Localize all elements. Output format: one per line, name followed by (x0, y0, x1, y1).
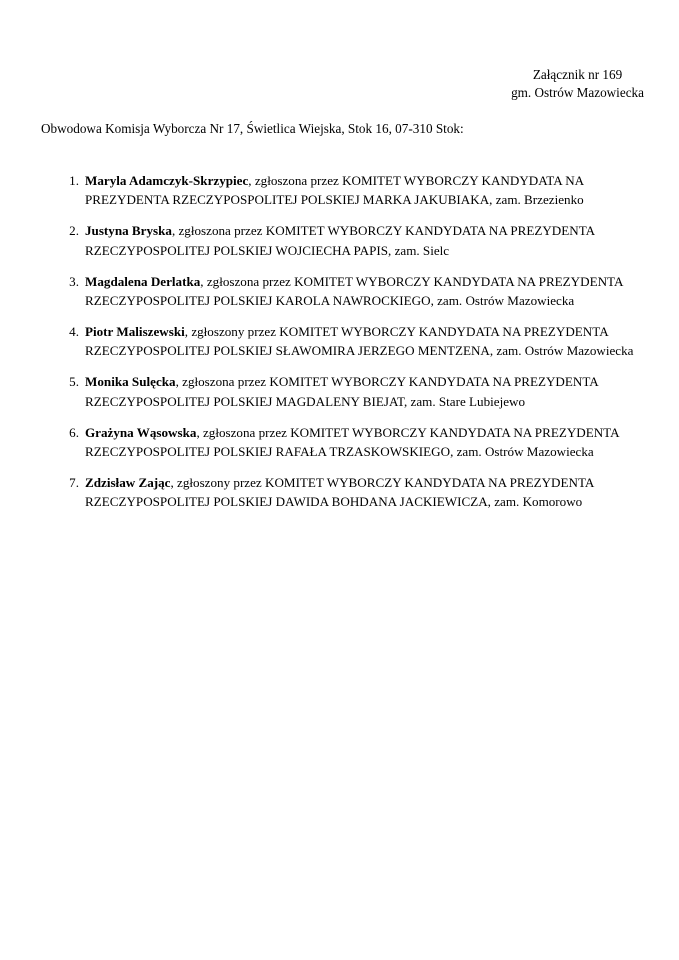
candidate-details: , zgłoszona przez KOMITET WYBORCZY KANDYDATA NA PREZYDENTA RZECZYPOSPOLITEJ POLSKIEJ MAGDALENY BIEJAT, zam. Stare Lubiejewo (85, 374, 599, 409)
candidate-name: Magdalena Derlatka (85, 273, 201, 289)
municipality-name: gm. Ostrów Mazowiecka (511, 84, 644, 100)
list-item (41, 221, 641, 260)
candidate-details: , zgłoszona przez KOMITET WYBORCZY KANDYDATA NA PREZYDENTA RZECZYPOSPOLITEJ POLSKIEJ KAROLA NAWROCKIEGO, zam. Ostrów Mazowiecka (85, 273, 623, 309)
list-item-number: 4. (69, 323, 79, 339)
committee-heading: Obwodowa Komisja Wyborcza Nr 17, Świetlica Wiejska, Stok 16, 07-310 Stok: (41, 121, 464, 136)
candidate-list (41, 171, 641, 523)
list-item (41, 372, 641, 411)
list-item (41, 272, 641, 311)
candidate-details: , zgłoszony przez KOMITET WYBORCZY KANDYDATA NA PREZYDENTA RZECZYPOSPOLITEJ POLSKIEJ SŁAWOMIRA JERZEGO MENTZENA, zam. Ostrów Mazowiecka (85, 323, 634, 359)
list-item-number: 5. (69, 374, 79, 390)
list-item (41, 171, 641, 210)
candidate-details: , zgłoszona przez KOMITET WYBORCZY KANDYDATA NA PREZYDENTA RZECZYPOSPOLITEJ POLSKIEJ MARKA JAKUBIAKA, zam. Brzezienko (85, 173, 584, 208)
candidate-details: , zgłoszony przez KOMITET WYBORCZY KANDYDATA NA PREZYDENTA RZECZYPOSPOLITEJ POLSKIEJ DAWIDA BOHDANA JACKIEWICZA, zam. Komorowo (85, 474, 594, 510)
list-item-number: 7. (69, 474, 79, 490)
list-item (41, 473, 641, 512)
candidate-name: Maryla Adamczyk-Skrzypiec (85, 173, 249, 188)
document-header (511, 66, 644, 101)
list-item (41, 423, 641, 462)
list-item-number: 2. (69, 223, 79, 239)
candidate-details: , zgłoszona przez KOMITET WYBORCZY KANDYDATA NA PREZYDENTA RZECZYPOSPOLITEJ POLSKIEJ RAFAŁA TRZASKOWSKIEGO, zam. Ostrów Mazowiecka (85, 424, 619, 459)
candidate-name: Justyna Bryska (85, 223, 172, 239)
list-item-number: 1. (69, 173, 79, 188)
attachment-number: Załącznik nr 169 (532, 67, 623, 82)
candidate-name: Piotr Maliszewski (85, 323, 185, 339)
candidate-name: Grażyna Wąsowska (85, 424, 197, 440)
candidate-name: Monika Sulęcka (85, 374, 176, 390)
list-item (41, 322, 641, 361)
candidate-details: , zgłoszona przez KOMITET WYBORCZY KANDYDATA NA PREZYDENTA RZECZYPOSPOLITEJ POLSKIEJ WOJCIECHA PAPIS, zam. Sielc (85, 223, 595, 258)
candidate-name: Zdzisław Zając (85, 474, 171, 490)
list-item-number: 6. (69, 424, 79, 440)
list-item-number: 3. (69, 273, 79, 289)
